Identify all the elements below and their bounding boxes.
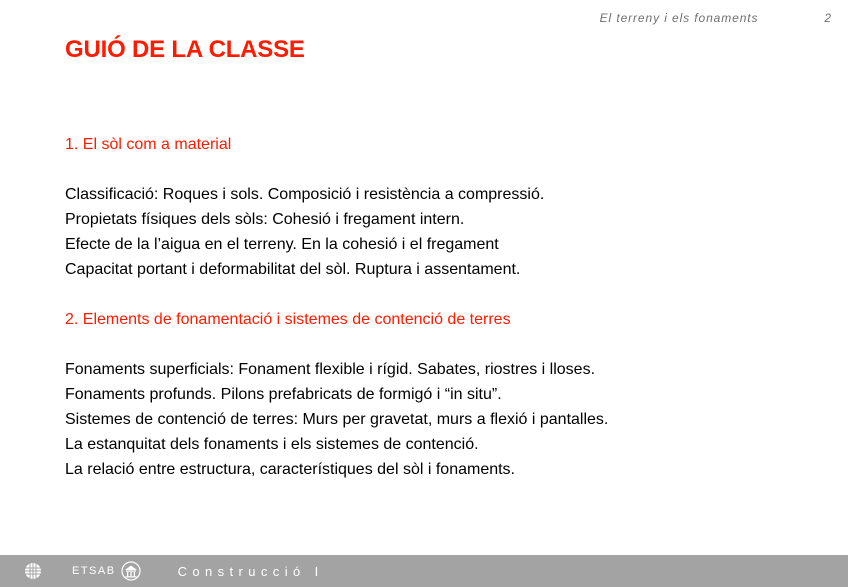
list-item: Propietats físiques dels sòls: Cohesió i fregament intern. xyxy=(65,211,465,228)
list-item: Sistemes de contenció de terres: Murs per gravetat, murs a flexió i pantalles. xyxy=(65,411,609,428)
globe-icon xyxy=(24,562,42,580)
list-item: La estanquitat dels fonaments i els sistemes de contenció. xyxy=(65,436,479,453)
list-item: Efecte de la l’aigua en el terreny. En la cohesió i el fregament xyxy=(65,236,499,253)
list-item: Capacitat portant i deformabilitat del sòl. Ruptura i assentament. xyxy=(65,261,521,278)
building-icon xyxy=(120,561,142,581)
section-heading-foundations: 2. Elements de fonamentació i sistemes de contenció de terres xyxy=(65,311,511,328)
section-heading-soil: 1. El sòl com a material xyxy=(65,136,232,153)
slide-title: GUIÓ DE LA CLASSE xyxy=(65,36,305,63)
list-item: Fonaments profunds. Pilons prefabricats de formigó i “in situ”. xyxy=(65,386,502,403)
section-list-soil xyxy=(65,182,544,282)
section-list-foundations xyxy=(65,357,608,482)
page-header xyxy=(600,11,832,25)
list-item: La relació entre estructura, característiques del sòl i fonaments. xyxy=(65,461,515,478)
school-name: ETSAB xyxy=(72,565,116,577)
footer-bar xyxy=(0,555,848,587)
list-item: Classificació: Roques i sols. Composició i resistència a compressió. xyxy=(65,186,545,203)
page-number: 2 xyxy=(824,11,832,25)
list-item: Fonaments superficials: Fonament flexible i rígid. Sabates, riostres i lloses. xyxy=(65,361,596,378)
course-name: Construcció I xyxy=(177,563,324,579)
running-title: El terreny i els fonaments xyxy=(599,11,759,25)
